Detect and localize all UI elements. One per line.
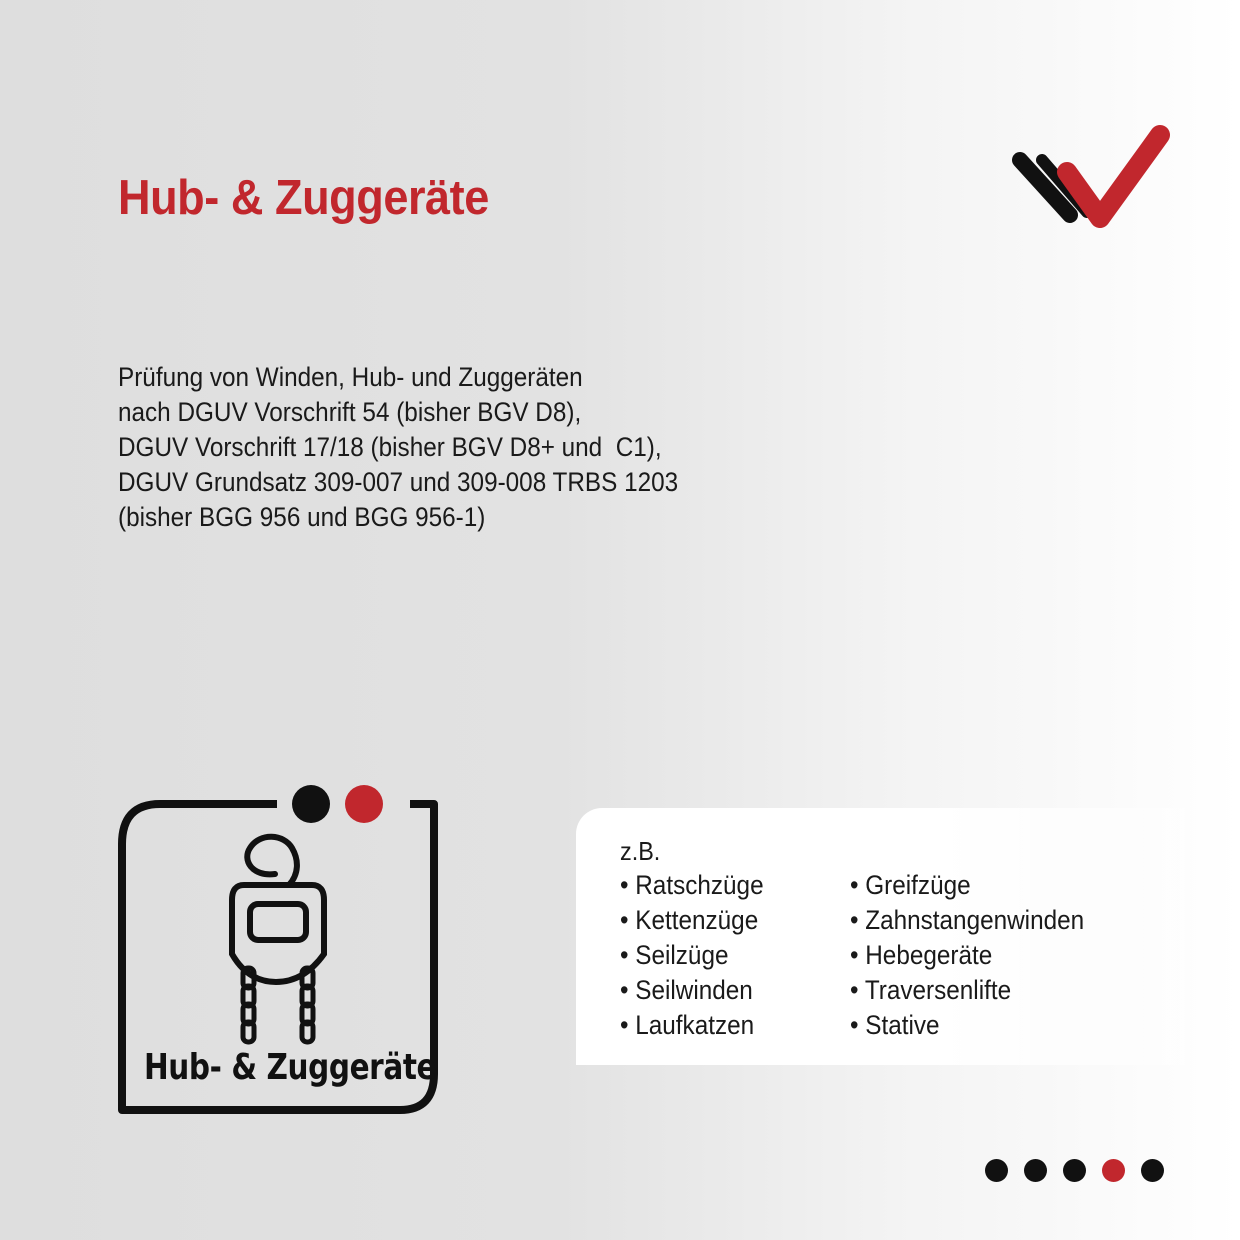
page-dot[interactable] — [1063, 1159, 1086, 1182]
page-dot[interactable] — [1024, 1159, 1047, 1182]
list-item: • Seilzüge — [620, 940, 729, 970]
list-item: • Seilwinden — [620, 975, 753, 1005]
list-item: • Ratschzüge — [620, 870, 764, 900]
list-item: • Greifzüge — [850, 870, 971, 900]
examples-column-1 — [620, 868, 780, 1043]
list-item: • Laufkatzen — [620, 1010, 755, 1040]
list-item: • Traversenlifte — [850, 975, 1012, 1005]
list-item: • Stative — [850, 1010, 940, 1040]
page-title: Hub- & Zuggeräte — [118, 171, 489, 225]
icon-card-label: Hub- & Zuggeräte — [144, 1047, 437, 1088]
description-line: (bisher BGG 956 und BGG 956-1) — [118, 502, 486, 532]
examples-heading: z.B. — [620, 836, 661, 866]
description-line: DGUV Grundsatz 309-007 und 309-008 TRBS 1203 — [118, 467, 679, 497]
description-line: nach DGUV Vorschrift 54 (bisher BGV D8), — [118, 397, 582, 427]
examples-column-2 — [850, 868, 1110, 1043]
pagination-dots — [985, 1159, 1164, 1183]
description-line: DGUV Vorschrift 17/18 (bisher BGV D8+ und C1), — [118, 432, 662, 462]
description-line: Prüfung von Winden, Hub- und Zuggeräten — [118, 362, 583, 392]
examples-panel — [576, 808, 1240, 1065]
page-dot-active[interactable] — [1102, 1159, 1125, 1182]
list-item: • Zahnstangenwinden — [850, 905, 1085, 935]
page-dot[interactable] — [985, 1159, 1008, 1182]
list-item: • Kettenzüge — [620, 905, 759, 935]
list-item: • Hebegeräte — [850, 940, 993, 970]
brand-logo-icon — [1005, 120, 1175, 240]
description — [118, 360, 678, 535]
page-dot[interactable] — [1141, 1159, 1164, 1182]
